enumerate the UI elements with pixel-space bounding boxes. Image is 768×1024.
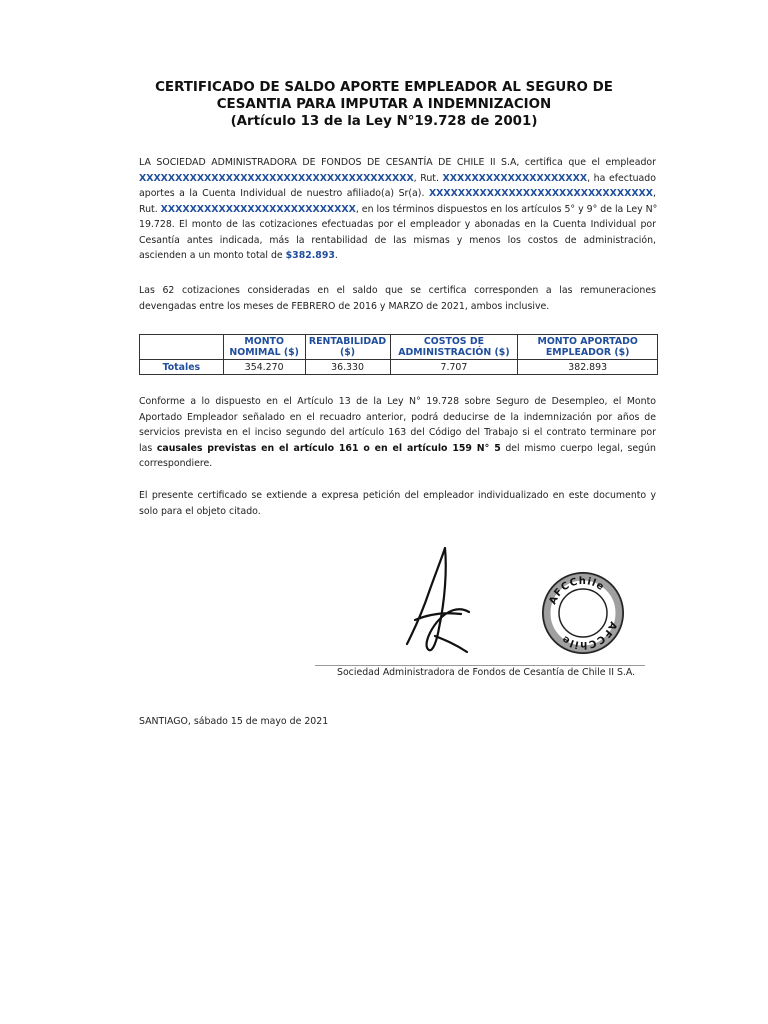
p3-line-2: Aportado Empleador señalado en el recuadro anterior, podrá deducirse de la indemnización por años de [139, 411, 656, 423]
p1-line-4 [139, 202, 656, 218]
header-monto-nominal [223, 335, 305, 360]
header-monto-line-1: MONTO [244, 335, 284, 347]
p3-line-1: Conforme a lo dispuesto en el Artículo 13 de la Ley N° 19.728 sobre Seguro de Desempleo, el Monto [139, 396, 656, 407]
p3-line-4 [139, 441, 656, 457]
signature-line [315, 665, 645, 666]
cell-monto-aportado: 382.893 [518, 360, 658, 375]
totals-table [139, 334, 658, 375]
p1-line-5: 19.728. El monto de las cotizaciones efectuadas por el empleador y abonadas en la Cuenta Individual por [139, 219, 656, 230]
p1-rut-label: , Rut. [413, 172, 443, 184]
afc-stamp [540, 570, 626, 656]
header-monto-line-2: NOMIMAL ($) [229, 347, 299, 358]
p3-line-5: correspondiere. [139, 458, 213, 469]
p1-line-6: Cesantía antes indicada, más la rentabilidad de las mismas y menos los costos de administración, [139, 234, 656, 246]
contributions-paragraph [139, 283, 656, 314]
p2-line-2: devengadas entre los meses de FEBRERO de 2016 y MARZO de 2021, ambos inclusive. [139, 300, 550, 312]
header-rentabilidad [305, 335, 390, 360]
row-label-totales: Totales [140, 360, 224, 375]
p3-line-4-end: del mismo cuerpo legal, según [500, 442, 657, 454]
header-rent-line-1: RENTABILIDAD [308, 335, 387, 347]
svg-text:AFCChile [560, 620, 619, 650]
p1-line-1: LA SOCIEDAD ADMINISTRADORA DE FONDOS DE CESANTÍA DE CHILE II S.A, certifica que el empleador [139, 157, 656, 168]
header-empty [140, 335, 224, 360]
p1-line-4-start: Rut. [139, 203, 161, 215]
date-line: SANTIAGO, sábado 15 de mayo de 2021 [139, 716, 329, 727]
p1-line-7-start: ascienden a un monto total de [139, 250, 286, 261]
p1-line-2 [139, 171, 656, 187]
svg-text:AFCChile [548, 576, 607, 606]
header-costos-line-2: ADMINISTRACIÓN ($) [398, 347, 510, 358]
legal-paragraph [139, 394, 656, 472]
title-line-1: CERTIFICADO DE SALDO APORTE EMPLEADOR AL SEGURO DE [155, 80, 613, 95]
header-monto-aportado [518, 335, 658, 360]
document-title [100, 79, 668, 130]
title-line-2: CESANTIA PARA IMPUTAR A INDEMNIZACION [216, 97, 552, 112]
stamp-top-text: AFCChile [547, 575, 607, 607]
header-costos-line-1: COSTOS DE [423, 335, 485, 347]
cell-costos: 7.707 [390, 360, 518, 375]
employer-name-masked: XXXXXXXXXXXXXXXXXXXXXXXXXXXXXXXXXXXXXX [139, 172, 414, 184]
p4-line-2: solo para el objeto citado. [139, 505, 261, 517]
stamp-bottom-text: AFCChile [559, 619, 619, 651]
affiliate-rut-masked: XXXXXXXXXXXXXXXXXXXXXXXXXXX [160, 203, 356, 215]
causales-bold: causales previstas en el artículo 161 o en el artículo 159 N° 5 [156, 442, 501, 454]
title-line-3: (Artículo 13 de la Ley N°19.728 de 2001) [230, 114, 538, 129]
header-aportado-line-2: EMPLEADOR ($) [545, 347, 630, 358]
header-rent-line-2: ($) [340, 347, 356, 358]
p1-line-3-end: , [653, 188, 656, 199]
affiliate-name-masked: XXXXXXXXXXXXXXXXXXXXXXXXXXXXXXX [428, 188, 654, 199]
p1-line-4-end: , en los términos dispuestos en los artículos 5° y 9° de la Ley N° [355, 203, 658, 215]
signature-image [395, 540, 485, 660]
employer-rut-masked: XXXXXXXXXXXXXXXXXXXX [442, 172, 588, 184]
p1-line-3-start: aportes a la Cuenta Individual de nuestro afiliado(a) Sr(a). [139, 188, 429, 199]
header-costos [390, 335, 518, 360]
total-amount: $382.893 [285, 250, 335, 261]
p1-line-2-end: , ha efectuado [587, 172, 656, 184]
header-aportado-line-1: MONTO APORTADO [537, 335, 638, 347]
p3-line-3: servicios prevista en el inciso segundo del artículo 163 del Código del Trabajo si el contrato terminare por [139, 427, 656, 438]
closing-paragraph [139, 488, 656, 519]
certification-paragraph [139, 155, 656, 264]
table-row [140, 360, 658, 375]
p3-line-4-start: las [139, 442, 157, 454]
p1-line-7 [139, 248, 656, 264]
p1-line-3 [139, 186, 656, 202]
p4-line-1: El presente certificado se extiende a expresa petición del empleador individualizado en este documento y [139, 490, 656, 501]
table-header-row [140, 335, 658, 360]
p1-line-7-end: . [334, 250, 338, 261]
cell-monto-nominal: 354.270 [223, 360, 305, 375]
signature-caption: Sociedad Administradora de Fondos de Cesantía de Chile II S.A. [337, 667, 636, 678]
p2-line-1: Las 62 cotizaciones consideradas en el saldo que se certifica corresponden a las remuneraciones [139, 285, 656, 296]
cell-rentabilidad: 36.330 [305, 360, 390, 375]
